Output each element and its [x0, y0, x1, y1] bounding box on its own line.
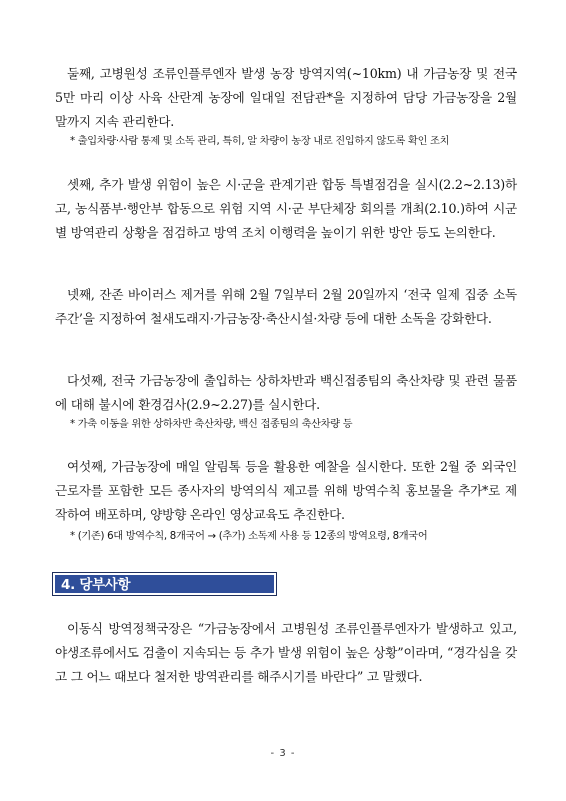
section-heading [52, 572, 277, 596]
paragraph-sixth-measure: 여섯째, 가금농장에 매일 알림톡 등을 활용한 예찰을 실시한다. 또한 2월 중 외국인 근로자를 포함한 모든 종사자의 방역의식 제고를 위해 방역수칙 홍보물을 추가*로 제작하여 배포하며, 양방향 온라인 영상교육도 추진한다. [55, 459, 517, 522]
page-number: - 3 - [270, 748, 296, 759]
paragraph-third-measure: 셋째, 추가 발생 위험이 높은 시·군을 관계기관 합동 특별점검을 실시(2.2~2.13)하고, 농식품부·행안부 합동으로 위험 지역 시·군 부단체장 회의를 개최(2.10.)하여 시군별 방역관리 상황을 점검하고 방역 조치 이행력을 높이기 위한 방안 등도 논의한다. [55, 177, 517, 240]
paragraph-director-quote: 이동식 방역정책국장은 “가금농장에서 고병원성 조류인플루엔자가 발생하고 있고, 야생조류에서도 검출이 지속되는 등 추가 발생 위험이 높은 상황”이라며, “경각심을 갖고 그 어느 때보다 철저한 방역관리를 해주시기를 바란다” 고 말했다. [55, 621, 517, 684]
paragraph-fourth-measure: 넷째, 잔존 바이러스 제거를 위해 2월 7일부터 2월 20일까지 ‘전국 일제 집중 소독 주간’을 지정하여 철새도래지·가금농장·축산시설·차량 등에 대한 소독을 강화한다. [55, 287, 517, 326]
section-heading-label: 4. 당부사항 [61, 577, 131, 593]
footnote-vehicles: * 가축 이동을 위한 상하차반 축산차량, 백신 접종팀의 축산차량 등 [70, 419, 353, 430]
paragraph-second-measure: 둘째, 고병원성 조류인플루엔자 발생 농장 방역지역(~10km) 내 가금농장 및 전국 5만 마리 이상 사육 산란계 농장에 일대일 전담관*을 지정하여 담당 가금농장을 2월 말까지 지속 관리한다. [55, 66, 517, 129]
footnote-quarantine-rules: * (기존) 6대 방역수칙, 8개국어 → (추가) 소독제 사용 등 12종의 방역요령, 8개국어 [70, 531, 428, 542]
footnote-dedicated-officer: * 출입차량·사람 통제 및 소독 관리, 특히, 알 차량이 농장 내로 진입하지 않도록 확인 조치 [70, 136, 450, 147]
paragraph-fifth-measure: 다섯째, 전국 가금농장에 출입하는 상하차반과 백신접종팀의 축산차량 및 관련 물품에 대해 불시에 환경검사(2.9~2.27)를 실시한다. [55, 373, 517, 412]
